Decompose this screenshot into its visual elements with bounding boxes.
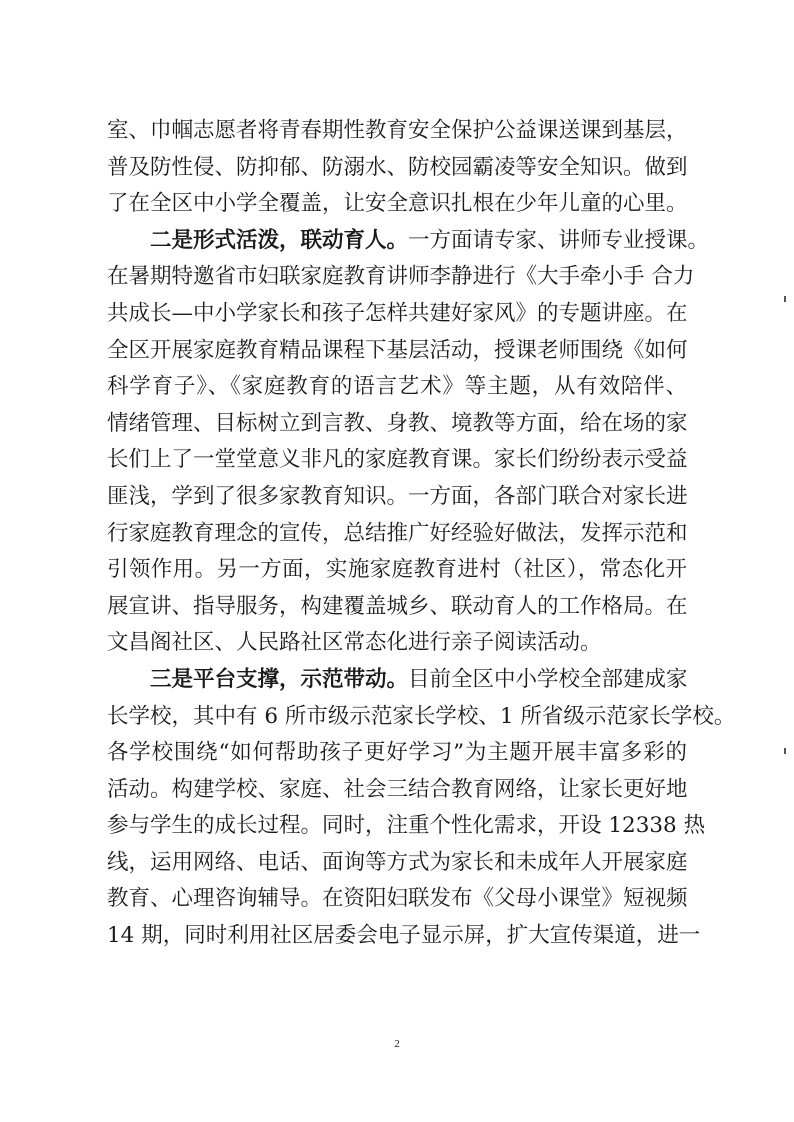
line-text: 全区开展家庭教育精品课程下基层活动，授课老师围绕《如何 bbox=[107, 337, 688, 363]
line-text: 长们上了一堂堂意义非凡的家庭教育课。家长们纷纷表示受益 bbox=[107, 447, 688, 473]
paragraph-heading-line bbox=[107, 223, 710, 260]
text-line bbox=[107, 918, 701, 955]
line-text: 引领作用。另一方面，实施家庭教育进村（社区），常态化开 bbox=[107, 557, 687, 583]
body-text bbox=[107, 113, 736, 955]
text-line bbox=[107, 699, 736, 736]
line-text: 长学校，其中有 6 所市级示范家长学校、1 所省级示范家长学校。 bbox=[107, 703, 736, 729]
line-text: 展宣讲、指导服务，构建覆盖城乡、联动育人的工作格局。在 bbox=[107, 593, 688, 619]
text-line bbox=[107, 150, 687, 187]
line-text: 科学育子》、《家庭教育的语言艺术》等主题，从有效陪伴、 bbox=[107, 374, 687, 400]
text-line bbox=[107, 296, 687, 333]
text-line bbox=[107, 333, 687, 370]
line-text: 教育、心理咨询辅导。在资阳妇联发布《父母小课堂》短视频 bbox=[107, 886, 688, 912]
page-number: 2 bbox=[394, 1038, 400, 1050]
text-line bbox=[107, 808, 706, 845]
line-text: 了在全区中小学全覆盖，让安全意识扎根在少年儿童的心里。 bbox=[107, 191, 688, 217]
line-text: 共成长—中小学家长和孩子怎样共建好家风》的专题讲座。在 bbox=[107, 300, 688, 326]
text-line bbox=[107, 516, 687, 553]
text-line bbox=[107, 772, 687, 809]
line-text: 普及防性侵、防抑郁、防溺水、防校园霸凌等安全知识。做到 bbox=[107, 154, 688, 180]
paragraph-heading: 二是形式活泼，联动育人。 bbox=[150, 227, 409, 253]
line-text: 室、巾帼志愿者将青春期性教育安全保护公益课送课到基层， bbox=[107, 118, 688, 143]
line-text: 匪浅，学到了很多家教育知识。一方面，各部门联合对家长进 bbox=[107, 483, 688, 509]
text-line bbox=[107, 406, 687, 443]
line-text: 活动。构建学校、家庭、社会三结合教育网络，让家长更好地 bbox=[107, 776, 688, 802]
line-text: 线，运用网络、电话、面询等方式为家长和未成年人开展家庭 bbox=[107, 849, 688, 875]
line-text: 文昌阁社区、人民路社区常态化进行亲子阅读活动。 bbox=[107, 630, 602, 656]
paragraph-heading: 三是平台支撑，示范带动。 bbox=[150, 666, 409, 692]
line-text: 情绪管理、目标树立到言教、身教、境教等方面，给在场的家 bbox=[107, 410, 688, 436]
text-line bbox=[107, 845, 687, 882]
line-text: 一方面请专家、讲师专业授课。 bbox=[408, 227, 710, 253]
line-text: 目前全区中小学校全部建成家 bbox=[408, 666, 688, 692]
text-line bbox=[107, 113, 687, 150]
text-line bbox=[107, 735, 687, 772]
text-line bbox=[107, 881, 687, 918]
paragraph-heading-line bbox=[107, 662, 687, 699]
line-text: 参与学生的成长过程。同时，注重个性化需求，开设 12338 热 bbox=[107, 813, 706, 839]
text-line bbox=[107, 442, 687, 479]
line-text: 在暑期特邀省市妇联家庭教育讲师李静进行《大手牵小手 合力 bbox=[107, 264, 695, 290]
scan-edge-mark bbox=[784, 296, 786, 302]
line-text: 行家庭教育理念的宣传，总结推广好经验好做法，发挥示范和 bbox=[107, 520, 688, 546]
text-line bbox=[107, 589, 687, 626]
line-text: 14 期，同时利用社区居委会电子显示屏，扩大宣传渠道，进一 bbox=[107, 923, 701, 949]
text-line bbox=[107, 369, 687, 406]
text-line bbox=[107, 186, 687, 223]
text-line bbox=[107, 625, 687, 662]
line-text: 各学校围绕“如何帮助孩子更好学习”为主题开展丰富多彩的 bbox=[107, 740, 687, 766]
text-line bbox=[107, 259, 695, 296]
text-line bbox=[107, 479, 687, 516]
scan-edge-mark bbox=[784, 748, 786, 754]
text-line bbox=[107, 552, 687, 589]
